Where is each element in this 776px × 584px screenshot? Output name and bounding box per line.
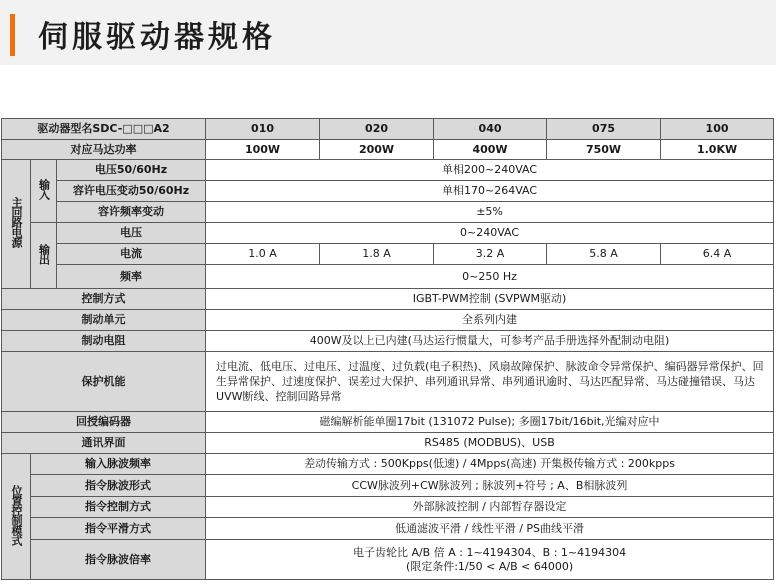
model-020: 020 (320, 119, 434, 140)
page-title: 伺服驱动器规格 (38, 20, 276, 55)
power-010: 100W (206, 140, 320, 160)
table-row (2, 223, 774, 244)
row-label: 指令平滑方式 (31, 518, 206, 540)
power-075: 750W (547, 140, 661, 160)
encoder-label: 回授编码器 (2, 412, 206, 433)
model-010: 010 (206, 119, 320, 140)
output-group-label: 输出 (31, 223, 57, 289)
table-row (2, 289, 774, 310)
table-row (2, 433, 774, 454)
ratio-line-1: 电子齿轮比 A/B 倍 A : 1~4194304、B : 1~4194304 (352, 545, 627, 559)
row-value: 单相200~240VAC (206, 160, 774, 181)
row-value: CCW脉波列+CW脉波列 ; 脉波列+符号 ; A、B相脉波列 (206, 475, 774, 497)
table-row (2, 119, 774, 140)
table-row (2, 454, 774, 475)
row-label: 容许频率变动 (57, 202, 206, 223)
table-row (2, 497, 774, 518)
row-value: 单相170~264VAC (206, 181, 774, 202)
row-label: 电压 (57, 223, 206, 244)
row-label: 控制方式 (2, 289, 206, 310)
current-100: 6.4 A (661, 244, 774, 265)
title-bar (0, 0, 776, 65)
row-value: 0~240VAC (206, 223, 774, 244)
row-value: 低通滤波平滑 / 线性平滑 / PS曲线平滑 (206, 518, 774, 540)
power-100: 1.0KW (661, 140, 774, 160)
ratio-value (206, 540, 774, 580)
table-row (2, 140, 774, 160)
table-row (2, 412, 774, 433)
protection-label: 保护机能 (2, 352, 206, 412)
row-value: IGBT-PWM控制 (SVPWM驱动) (206, 289, 774, 310)
power-label: 对应马达功率 (2, 140, 206, 160)
comm-label: 通讯界面 (2, 433, 206, 454)
current-010: 1.0 A (206, 244, 320, 265)
encoder-value: 磁编解析能单圈17bit (131072 Pulse); 多圈17bit/16bit,光编对应中 (206, 412, 774, 433)
row-label: 容许电压变动50/60Hz (57, 181, 206, 202)
row-label: 输入脉波频率 (31, 454, 206, 475)
input-group-label: 输入 (31, 160, 57, 223)
position-control-group-label: 位置控制模式 (2, 454, 31, 580)
main-circuit-group-label: 主回路电源 (2, 160, 31, 289)
current-020: 1.8 A (320, 244, 434, 265)
row-label: 指令脉波形式 (31, 475, 206, 497)
ratio-line-2: (限定条件:1/50 < A/B < 64000) (405, 559, 574, 573)
table-row (2, 202, 774, 223)
table-row (2, 331, 774, 352)
model-075: 075 (547, 119, 661, 140)
table-row (2, 265, 774, 289)
model-040: 040 (434, 119, 547, 140)
model-100: 100 (661, 119, 774, 140)
table-row (2, 244, 774, 265)
row-value: ±5% (206, 202, 774, 223)
protection-value: 过电流、低电压、过电压、过温度、过负载(电子积热)、风扇故障保护、脉波命令异常保护、编码器异常保护、回生异常保护、过速度保护、误差过大保护、串列通讯异常、串列通讯逾时、马达匹配异常、马达碰撞错误、马达UVW断线、控制回路异常 (206, 352, 774, 412)
power-020: 200W (320, 140, 434, 160)
title-accent-bar (10, 14, 15, 56)
table-row (2, 181, 774, 202)
table-row (2, 475, 774, 497)
table-row (2, 540, 774, 580)
spec-table (1, 118, 774, 580)
table-row (2, 518, 774, 540)
row-value: 差动传输方式 : 500Kpps(低速) / 4Mpps(高速) 开集极传输方式 : 200kpps (206, 454, 774, 475)
table-row (2, 352, 774, 412)
power-040: 400W (434, 140, 547, 160)
row-label: 制动单元 (2, 310, 206, 331)
row-label: 电流 (57, 244, 206, 265)
row-value: 0~250 Hz (206, 265, 774, 289)
row-value: 400W及以上已内建(马达运行惯量大，可参考产品手册选择外配制动电阻) (206, 331, 774, 352)
row-value: 外部脉波控制 / 内部暂存器设定 (206, 497, 774, 518)
current-075: 5.8 A (547, 244, 661, 265)
row-label: 指令脉波倍率 (31, 540, 206, 580)
table-row (2, 310, 774, 331)
row-value: 全系列内建 (206, 310, 774, 331)
comm-value: RS485 (MODBUS)、USB (206, 433, 774, 454)
row-label: 频率 (57, 265, 206, 289)
model-label: 驱动器型名SDC-□□□A2 (2, 119, 206, 140)
row-label: 电压50/60Hz (57, 160, 206, 181)
table-row (2, 160, 774, 181)
current-040: 3.2 A (434, 244, 547, 265)
row-label: 制动电阻 (2, 331, 206, 352)
row-label: 指令控制方式 (31, 497, 206, 518)
